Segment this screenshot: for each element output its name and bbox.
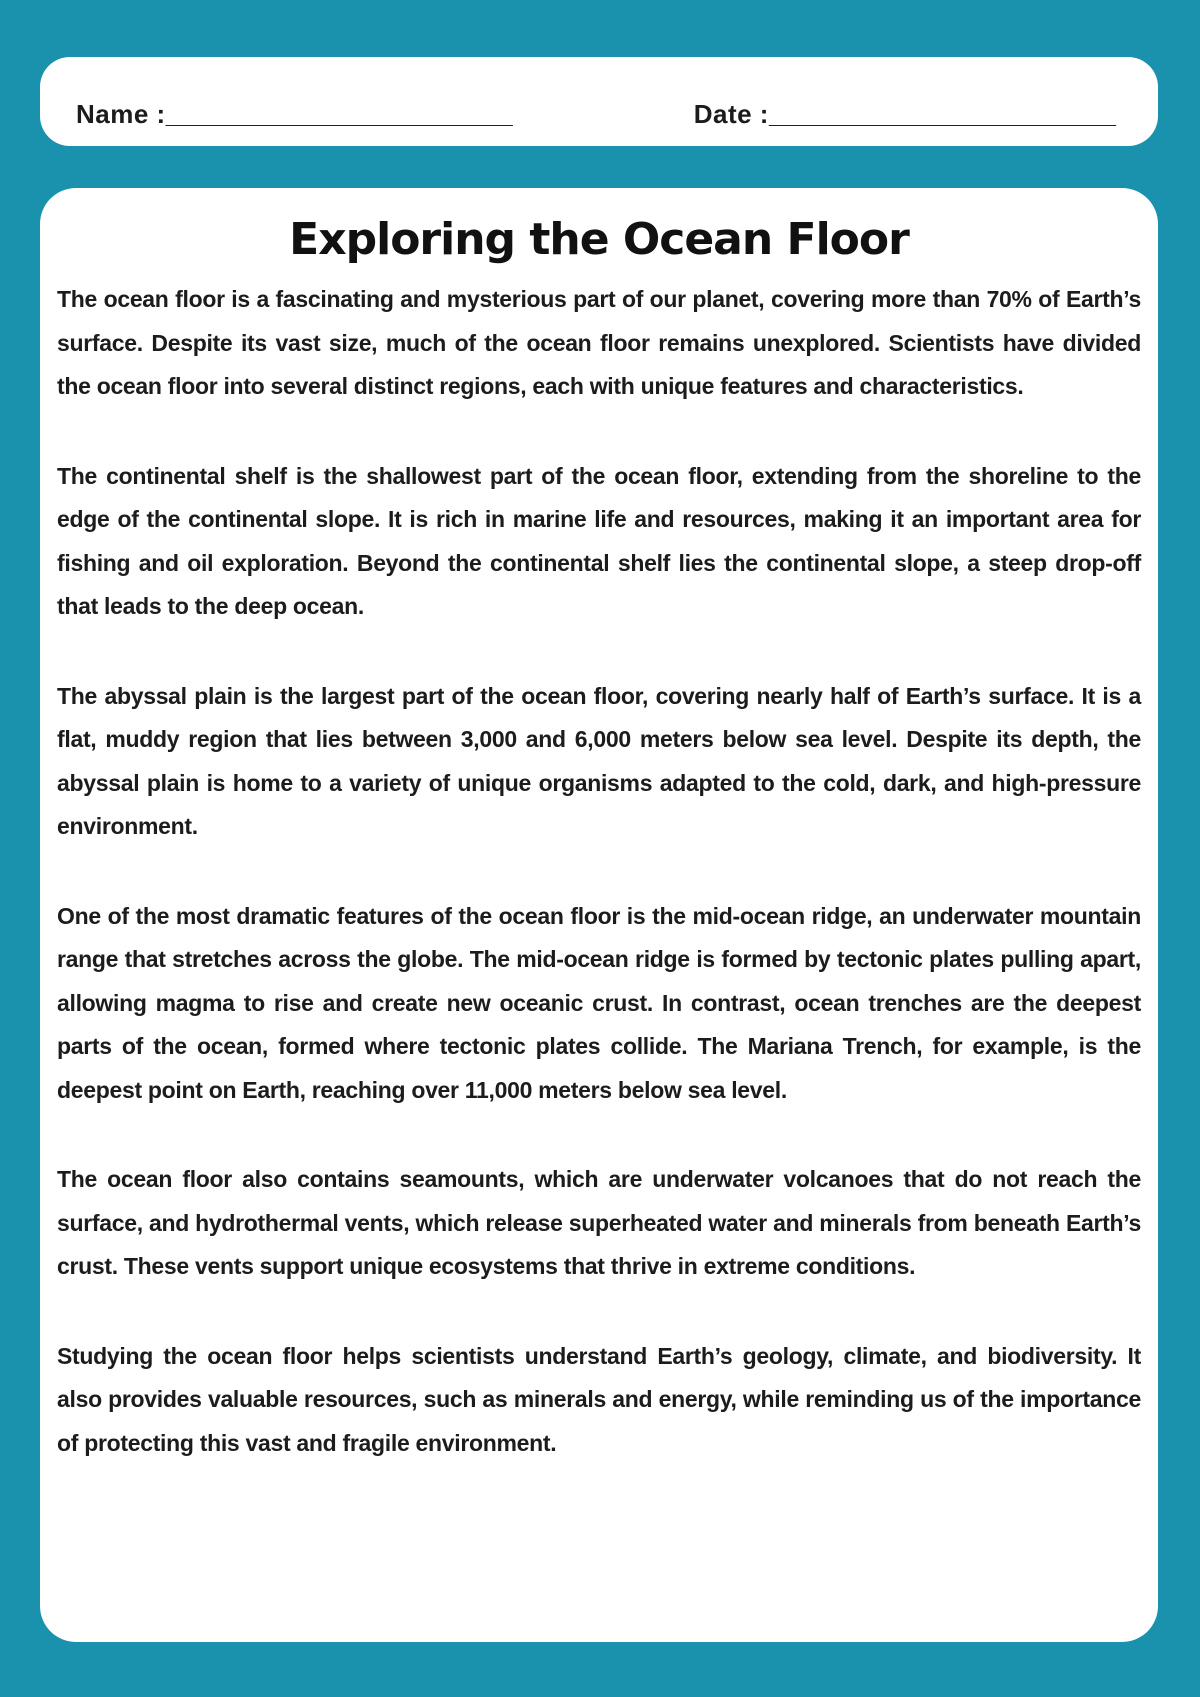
worksheet-title: Exploring the Ocean Floor xyxy=(289,214,909,265)
name-field xyxy=(76,99,513,130)
name-date-card xyxy=(40,57,1158,146)
paragraph-intro: The ocean floor is a fascinating and mysterious part of our planet, covering more than 70% of Earth’s surface. Despite its vast size, much of the ocean floor remains unexplored. Scientists have divided the ocean floor into several distinct regions, each with unique features and characteristics. xyxy=(57,286,1141,399)
worksheet-card xyxy=(40,188,1158,1642)
date-blank-line[interactable]: ________________________ xyxy=(768,99,1116,129)
name-blank-line[interactable]: ________________________ xyxy=(165,99,513,129)
name-label: Name : xyxy=(76,99,166,129)
paragraph-mid-ocean-ridge: One of the most dramatic features of the ocean floor is the mid-ocean ridge, an underwater mountain range that stretches across the globe. The mid-ocean ridge is formed by tectonic plates pulling apart, allowing magma to rise and create new oceanic crust. In contrast, ocean trenches are the deepest parts of the ocean, formed where tectonic plates collide. The Mariana Trench, for example, is the deepest point on Earth, reaching over 11,000 meters below sea level. xyxy=(57,902,1141,1103)
paragraph-seamounts-vents: The ocean floor also contains seamounts, which are underwater volcanoes that do not reach the surface, and hydrothermal vents, which release superheated water and minerals from beneath Earth’s crust. These vents support unique ecosystems that thrive in extreme conditions. xyxy=(57,1166,1141,1279)
date-label: Date : xyxy=(693,99,769,129)
paragraph-abyssal-plain: The abyssal plain is the largest part of the ocean floor, covering nearly half of Earth’s surface. It is a flat, muddy region that lies between 3,000 and 6,000 meters below sea level. Despite its depth, the abyssal plain is home to a variety of unique organisms adapted to the cold, dark, and high-pressure environment. xyxy=(57,682,1141,839)
paragraph-conclusion: Studying the ocean floor helps scientists understand Earth’s geology, climate, and biodiversity. It also provides valuable resources, such as minerals and energy, while reminding us of the importance of protecting this vast and fragile environment. xyxy=(57,1342,1141,1456)
paragraph-continental-shelf: The continental shelf is the shallowest part of the ocean floor, extending from the shoreline to the edge of the continental slope. It is rich in marine life and resources, making it an important area for fishing and oil exploration. Beyond the continental shelf lies the continental slope, a steep drop-off that leads to the deep ocean. xyxy=(57,462,1141,619)
date-field xyxy=(694,99,1116,130)
